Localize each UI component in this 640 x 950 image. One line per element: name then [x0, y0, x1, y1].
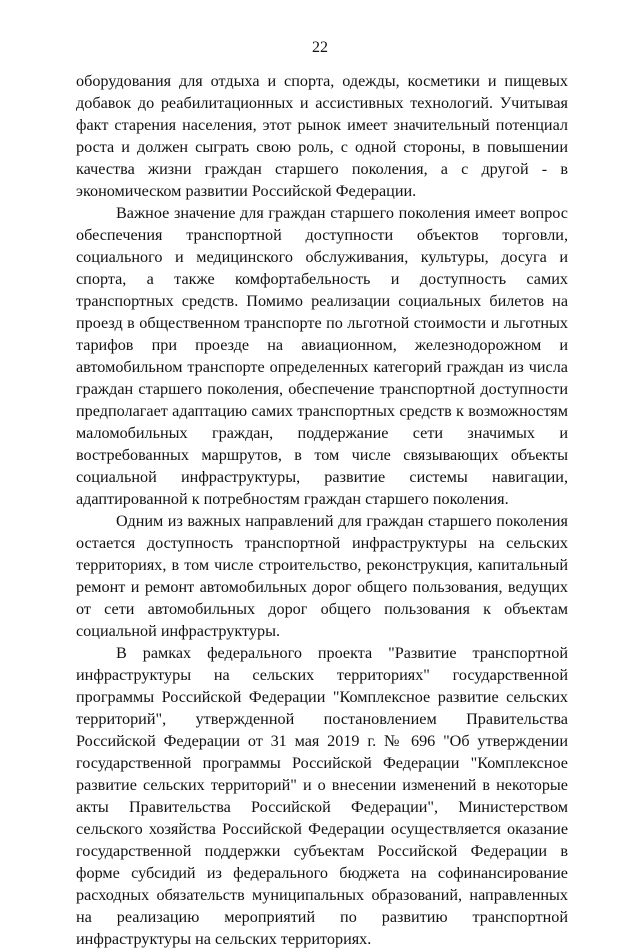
page-number: 22 — [312, 39, 328, 56]
document-body — [76, 70, 568, 950]
paragraph-federal-project: В рамках федерального проекта "Развитие транспортной инфраструктуры на сельских территориях" государственной программы Российской Федерации "Комплексное развитие сельских территорий", утвержденной постановлением Правительства Российской Федерации от 31 мая 2019 г. № 696 "Об утверждении государственной программы Российской Федерации "Комплексное развитие сельских территорий" и о внесении изменений в некоторые акты Правительства Российской Федерации", Министерством сельского хозяйства Российской Федерации осуществляется оказание государственной поддержки субъектам Российской Федерации в форме субсидий из федерального бюджета на софинансирование расходных обязательств муниципальных образований, направленных на реализацию мероприятий по развитию транспортной инфраструктуры на сельских территориях. — [76, 644, 568, 948]
paragraph-continuation: оборудования для отдыха и спорта, одежды, косметики и пищевых добавок до реабилитационных и ассистивных технологий. Учитывая факт старения населения, этот рынок имеет значительный потенциал роста и должен сыграть свою роль, с одной стороны, в повышении качества жизни граждан старшего поколения, а с другой - в экономическом развитии Российской Федерации. — [76, 72, 568, 200]
paragraph-rural-infrastructure: Одним из важных направлений для граждан старшего поколения остается доступность транспортной инфраструктуры на сельских территориях, в том числе строительство, реконструкция, капитальный ремонт и ремонт автомобильных дорог общего пользования, ведущих от сети автомобильных дорог общего пользования к объектам социальной инфраструктуры. — [76, 512, 568, 640]
paragraph-transport-accessibility: Важное значение для граждан старшего поколения имеет вопрос обеспечения транспортной доступности объектов торговли, социального и медицинского обслуживания, культуры, досуга и спорта, а также комфортабельность и доступность самих транспортных средств. Помимо реализации социальных билетов на проезд в общественном транспорте по льготной стоимости и льготных тарифов при проезде на авиационном, железнодорожном и автомобильном транспорте определенных категорий граждан из числа граждан старшего поколения, обеспечение транспортной доступности предполагает адаптацию самих транспортных средств к возможностям маломобильных граждан, поддержание сети значимых и востребованных маршрутов, в том числе связывающих объекты социальной инфраструктуры, развитие системы навигации, адаптированной к потребностям граждан старшего поколения. — [76, 204, 568, 508]
